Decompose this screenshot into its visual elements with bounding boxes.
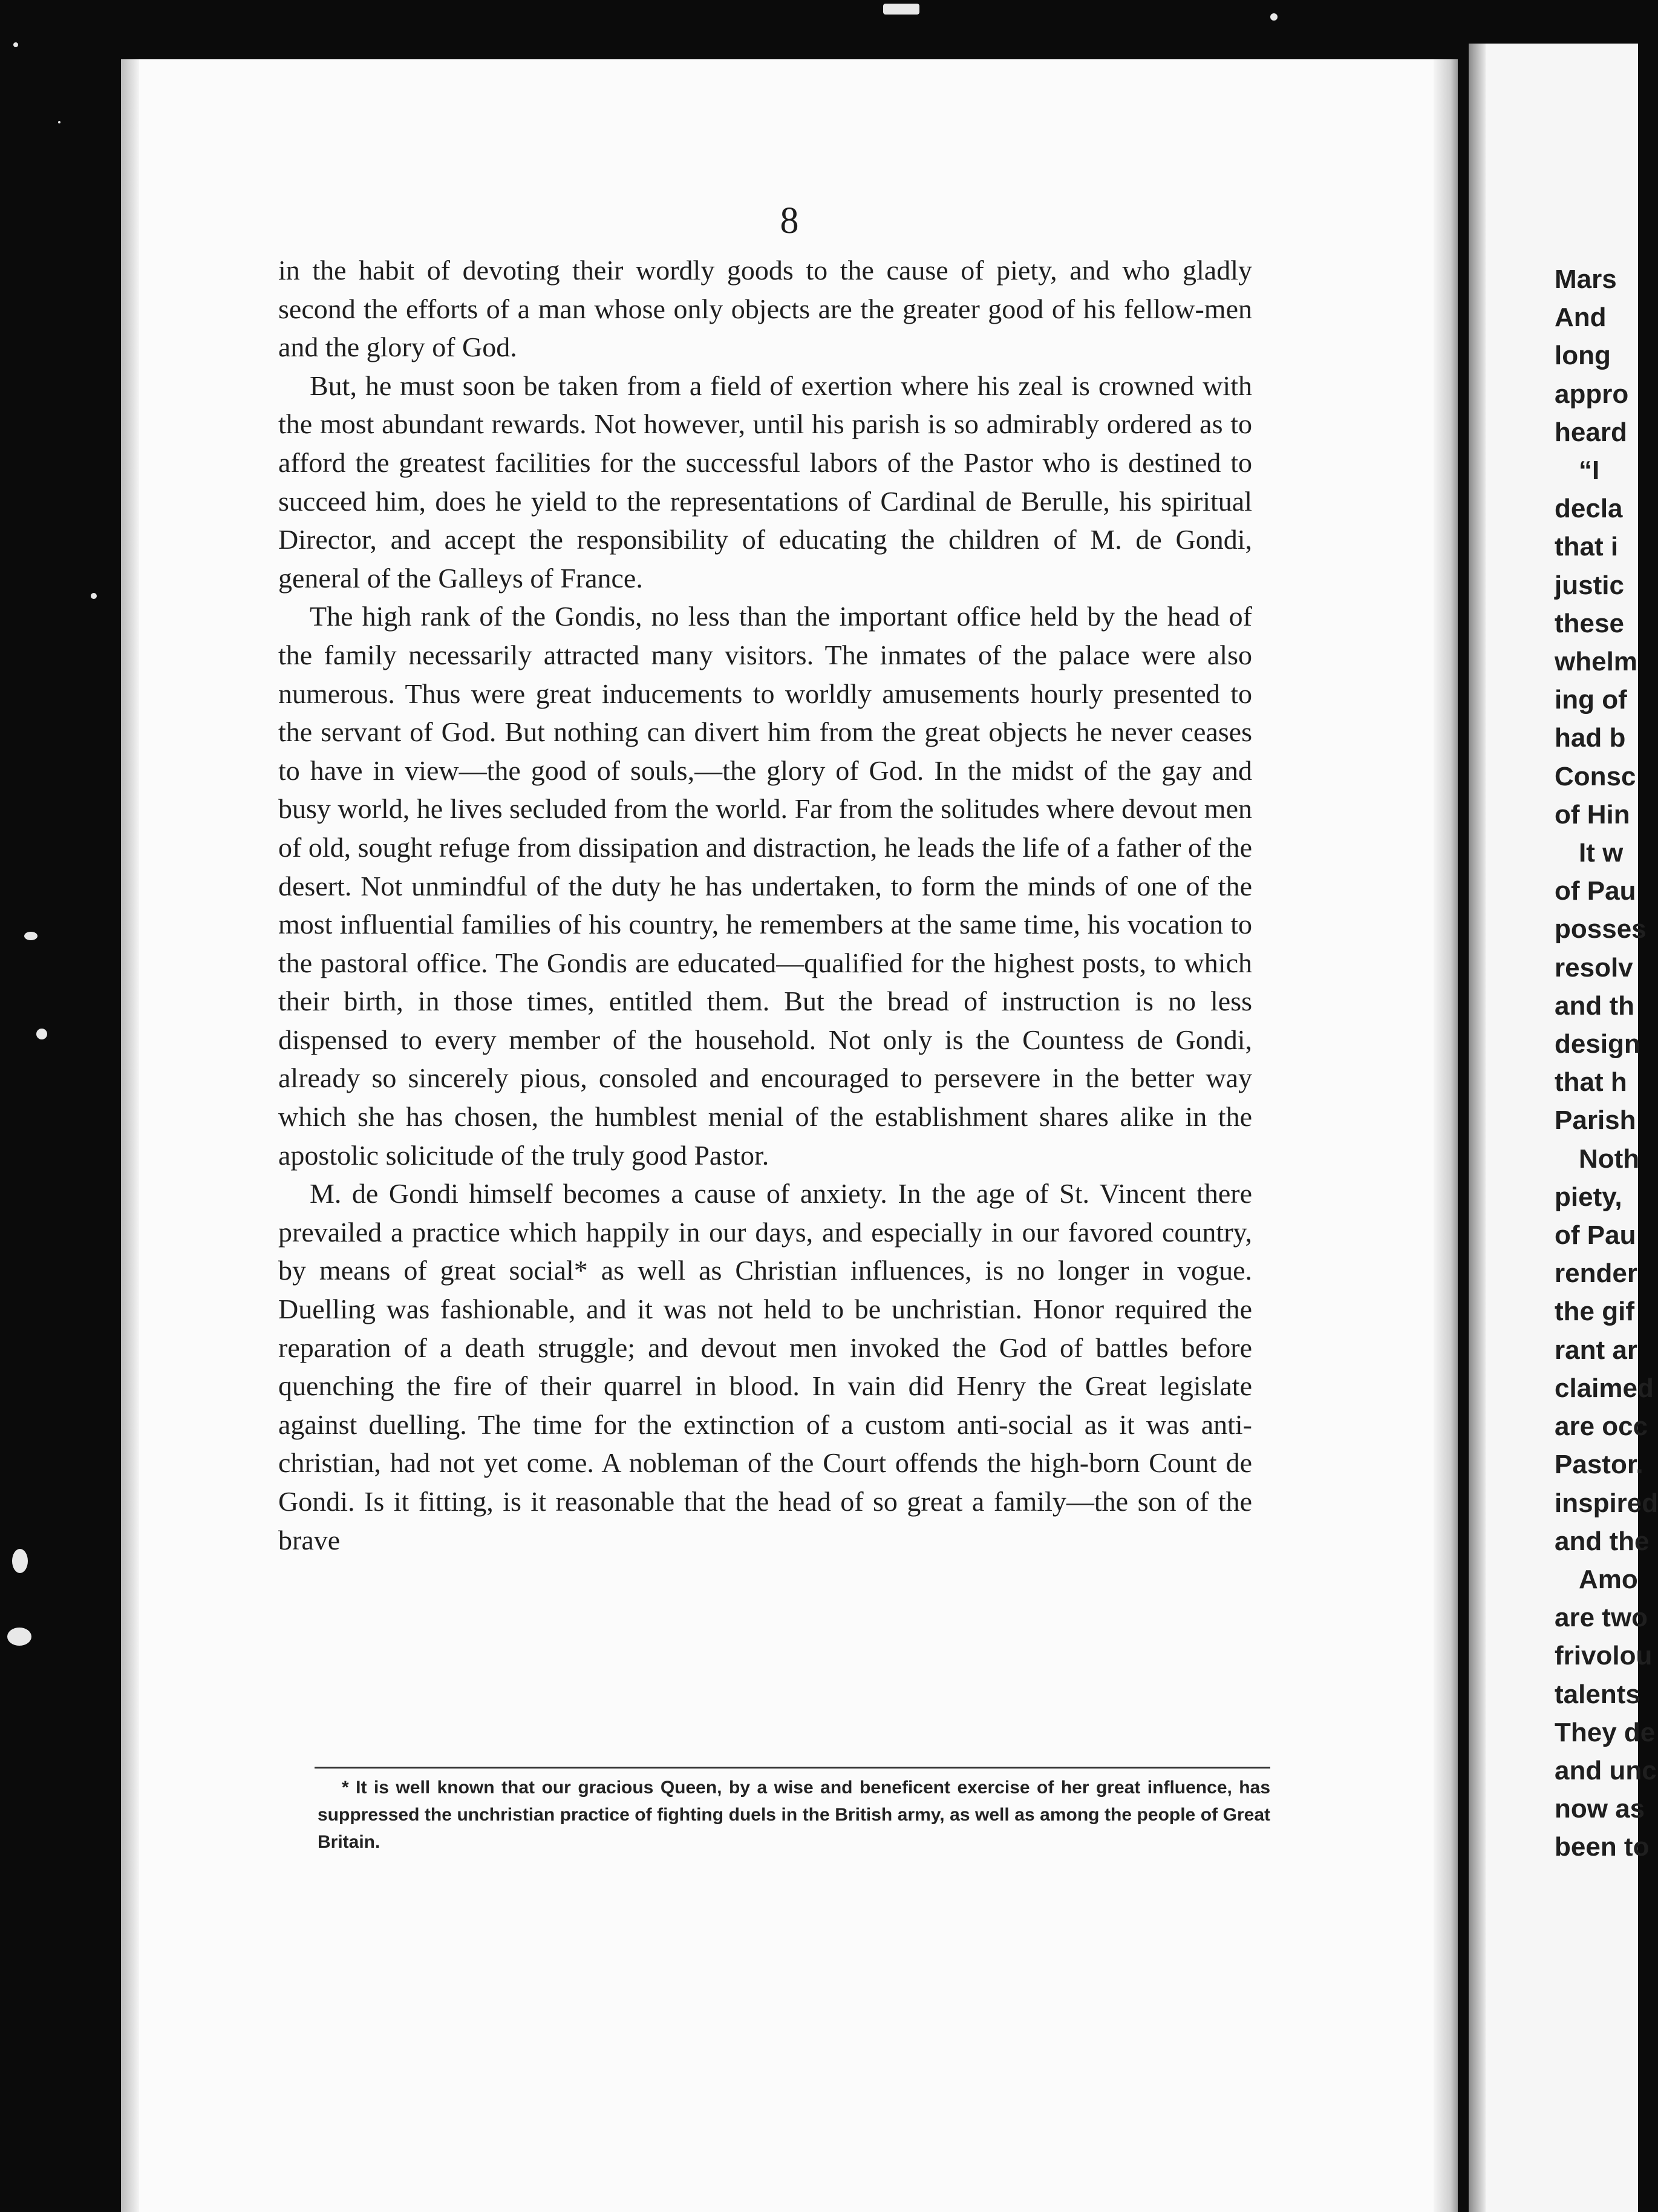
scan-speck xyxy=(12,1549,28,1573)
scan-speck xyxy=(1270,13,1278,21)
footnote: * It is well known that our gracious Queen, by a wise and beneficent exercise of her great influence, has suppressed the unchristian practice of fighting duels in the British army, as well as among the people of Great Britain. xyxy=(318,1778,1270,1852)
scan-speck xyxy=(36,1029,47,1039)
footnote-rule xyxy=(315,1767,1270,1769)
scan-speck xyxy=(7,1628,31,1646)
right-page-line: It w xyxy=(1579,838,1624,868)
scan-speck xyxy=(883,4,919,15)
scan-speck xyxy=(58,121,60,123)
paragraph: in the habit of devoting their wordly goods to the cause of piety, and who gladly second the efforts of a man whose only objects are the greater good of his fellow-men and the glory of God. xyxy=(278,255,1252,363)
page-fold-shadow xyxy=(1434,59,1458,2212)
scan-speck xyxy=(13,42,18,47)
right-page-line: Noth xyxy=(1579,1144,1640,1174)
paragraph: The high rank of the Gondis, no less than the important office held by the head of the family necessarily attracted many visitors. The inmates of the palace were also numerous. Thus were great inducements to worldly amusements hourly presented to the servant of God. But nothing can divert him from the great objects he never ceases to have in view—the good of souls,—the glory of God. In the midst of the gay and busy world, he lives secluded from the world. Far from the solitudes where devout men of old, sought refuge from dissipation and distraction, he leads the life of a father of the desert. Not unmindful of the duty he has undertaken, to form the minds of one of the most influential families of his country, he remembers at the same time, his vocation to the pastoral office. The Gondis are educated—qualified for the highest posts, to which their birth, in those times, entitled them. But the bread of instruction is no less dispensed to every member of the household. Not only is the Countess de Gondi, already so sincerely pious, consoled and encouraged to persevere in the better way which she has chosen, the humblest menial of the establishment shares alike in the apostolic solicitude of the truly good Pastor. xyxy=(278,601,1252,1171)
page-edge-shadow xyxy=(121,59,139,2212)
right-page-line: “I xyxy=(1579,456,1600,486)
body-text xyxy=(278,251,1252,1559)
page-number: 8 xyxy=(780,200,799,241)
paragraph: But, he must soon be taken from a field of exertion where his zeal is crowned with the most abundant rewards. Not however, until his parish is so admirably ordered as to afford the greatest facilities for the successful labors of the Pastor who is destined to succeed him, does he yield to the representations of Cardinal de Berulle, his spiritual Director, and accept the responsibility of educating the children of M. de Gondi, general of the Galleys of France. xyxy=(278,370,1252,594)
scan-speck xyxy=(24,932,38,940)
paragraph: M. de Gondi himself becomes a cause of anxiety. In the age of St. Vincent there prevailed a practice which happily in our days, and especially in our favored country, by means of great social* as well as Christian influences, is no longer in vogue. Duelling was fashionable, and it was not held to be unchristian. Honor required the reparation of a death struggle; and devout men invoked the God of battles before quenching the fire of their quarrel in blood. In vain did Henry the Great legislate against duelling. The time for the extinction of a custom anti-social as it was anti-christian, had not yet come. A nobleman of the Court offends the high-born Count de Gondi. Is it fitting, is it reasonable that the head of so great a family—the son of the brave xyxy=(278,1178,1252,1556)
scan-speck xyxy=(91,593,97,599)
right-page-line: Amo xyxy=(1579,1564,1638,1594)
